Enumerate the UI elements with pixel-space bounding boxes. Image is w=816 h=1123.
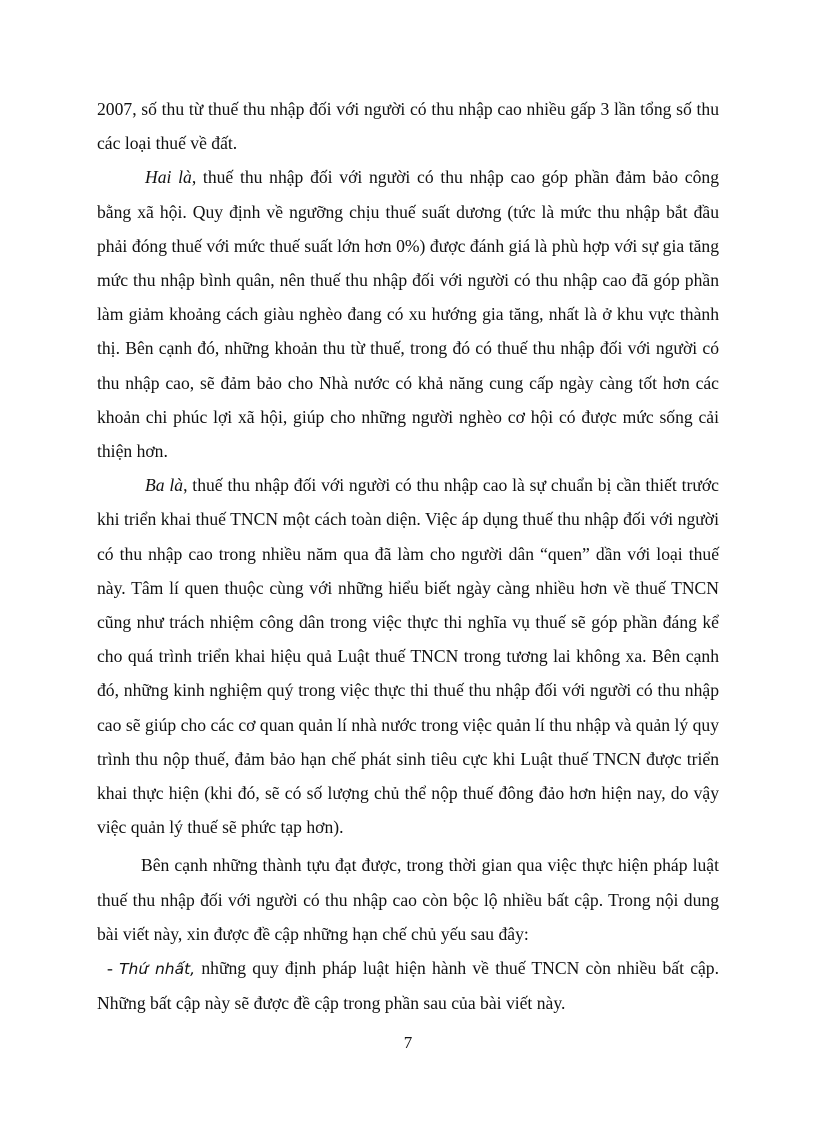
- paragraph-5: [97, 951, 719, 1020]
- paragraph-5-text: những quy định pháp luật hiện hành về thuế TNCN còn nhiều bất cập. Những bất cập này sẽ được đề cập trong phần sau của bài viết này.: [97, 958, 720, 1014]
- paragraph-5-lead: Thứ nhất,: [119, 960, 196, 979]
- paragraph-2-text: , thuế thu nhập đối với người có thu nhập cao góp phần đảm bảo công bằng xã hội. Quy định về ngưỡng chịu thuế suất dương (tức là mức thu nhập bắt đầu phải đóng thuế với mức thuế suất lớn hơn 0%) được đánh giá là phù hợp với sự gia tăng mức thu nhập bình quân, nên thuế thu nhập đối với người có thu nhập cao đã góp phần làm giảm khoảng cách giàu nghèo đang có xu hướng gia tăng, nhất là ở khu vực thành thị. Bên cạnh đó, những khoản thu từ thuế, trong đó có thuế thu nhập đối với người có thu nhập cao, sẽ đảm bảo cho Nhà nước có khả năng cung cấp ngày càng tốt hơn các khoản chi phúc lợi xã hội, giúp cho những người nghèo cơ hội có được mức sống cải thiện hơn.: [97, 167, 720, 462]
- paragraph-3: [97, 468, 719, 844]
- paragraph-1-text: 2007, số thu từ thuế thu nhập đối với người có thu nhập cao nhiều gấp 3 lần tổng số thu các loại thuế về đất.: [97, 99, 719, 154]
- paragraph-3-text: , thuế thu nhập đối với người có thu nhập cao là sự chuẩn bị cần thiết trước khi triển khai thuế TNCN một cách toàn diện. Việc áp dụng thuế thu nhập đối với người có thu nhập cao trong nhiều năm qua đã làm cho người dân “quen” dần với loại thuế này. Tâm lí quen thuộc cùng với những hiểu biết ngày càng nhiều hơn về thuế TNCN cũng như trách nhiệm công dân trong việc thực thi nghĩa vụ thuế sẽ góp phần đáng kể cho quá trình triển khai hiệu quả Luật thuế TNCN trong tương lai không xa. Bên cạnh đó, những kinh nghiệm quý trong việc thực thi thuế thu nhập đối với người có thu nhập cao sẽ giúp cho các cơ quan quản lí nhà nước trong việc quản lí thu nhập và quản lý quy trình thu nộp thuế, đảm bảo hạn chế phát sinh tiêu cực khi Luật thuế TNCN được triển khai thực hiện (khi đó, sẽ có số lượng chủ thể nộp thuế đông đảo hơn hiện nay, do vậy việc quản lý thuế sẽ phức tạp hơn).: [97, 475, 719, 838]
- paragraph-4: [97, 848, 719, 951]
- paragraph-4-text: Bên cạnh những thành tựu đạt được, trong thời gian qua việc thực hiện pháp luật thuế thu nhập đối với người có thu nhập cao còn bộc lộ nhiều bất cập. Trong nội dung bài viết này, xin được đề cập những hạn chế chủ yếu sau đây:: [97, 855, 719, 944]
- page-number: 7: [403, 1033, 413, 1052]
- paragraph-3-lead: Ba là: [145, 475, 184, 496]
- paragraph-1: [97, 92, 719, 160]
- paragraph-2: [97, 160, 719, 468]
- document-body: [97, 92, 719, 1020]
- paragraph-5-prefix: -: [107, 958, 120, 979]
- paragraph-2-lead: Hai là: [145, 167, 192, 188]
